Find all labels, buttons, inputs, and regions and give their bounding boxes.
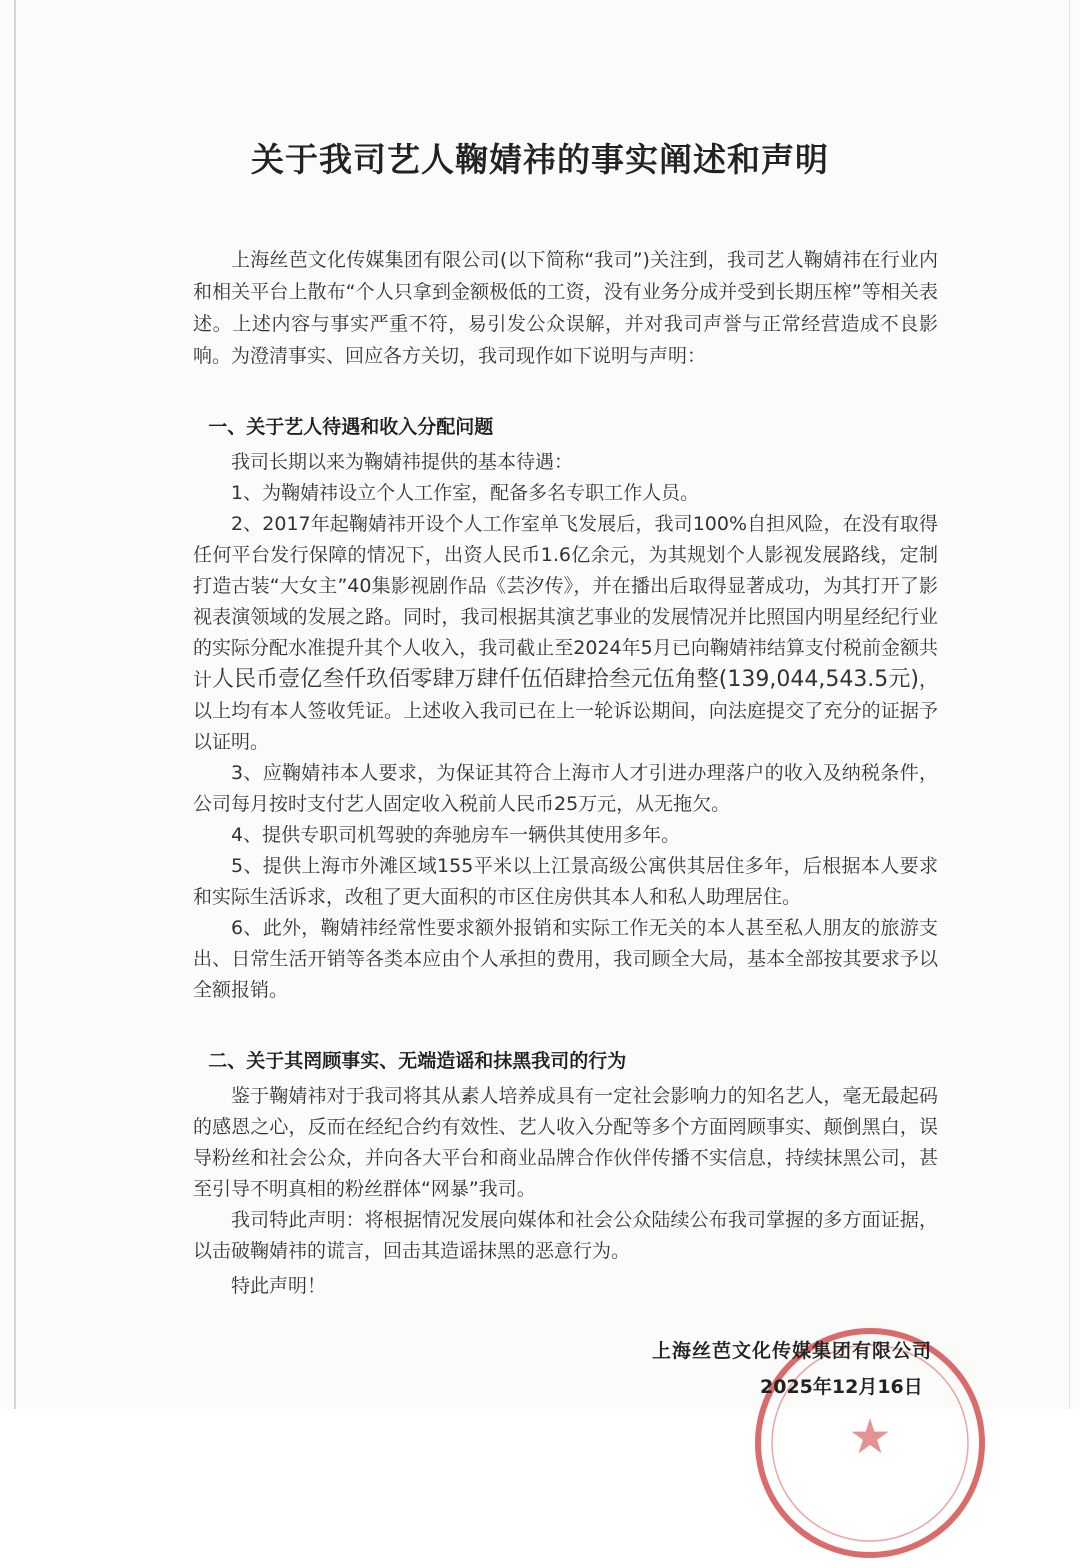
section1-lead: 我司长期以来为鞠婧祎提供的基本待遇：: [231, 451, 574, 473]
section1-item-6: 6、此外，鞠婧祎经常性要求额外报销和实际工作无关的本人甚至私人朋友的旅游支出、日常生活开销等各类本应由个人承担的费用，我司顾全大局，基本全部按其要求予以全额报销。: [193, 917, 938, 1001]
document-title: 关于我司艺人鞠婧祎的事实阐述和声明: [251, 140, 829, 179]
section1-item-2-part-a: 2、2017年起鞠婧祎开设个人工作室单飞发展后，我司100%自担风险，在没有取得任何平台发行保障的情况下，出资人民币1.6亿余元，为其规划个人影视发展路线，定制打造古装“大女主”40集影视剧作品《芸汐传》，并在播出后取得显著成功，为其打开了影视表演领域的发展之路。同时，我司根据其演艺事业的发展情况并比照国内明星经纪行业的实际分配水准提升其个人收入，我司截止至2024年5月已向鞠婧祎结算支付税前金额共计: [193, 513, 938, 691]
seal-ring: [758, 1331, 982, 1555]
section1-item-2-amount: 人民币壹亿叁仟玖佰零肆万肆仟伍佰肆拾叁元伍角整(139,044,543.5元): [212, 667, 919, 692]
section2-heading: 二、关于其罔顾事实、无端造谣和抹黑我司的行为: [208, 1050, 627, 1072]
page-edge-right: [1069, 0, 1070, 1409]
closing-text: 特此声明！: [231, 1275, 327, 1297]
intro-paragraph: 上海丝芭文化传媒集团有限公司(以下简称“我司”)关注到，我司艺人鞠婧祎在行业内和相关平台上散布“个人只拿到金额极低的工资，没有业务分成并受到长期压榨”等相关表述。上述内容与事实严重不符，易引发公众误解，并对我司声誉与正常经营造成不良影响。为澄清事实、回应各方关切，我司现作如下说明与声明：: [193, 249, 938, 367]
section1-item-2: [193, 509, 938, 758]
document-body: [193, 244, 938, 1302]
section1-item-5: 5、提供上海市外滩区域155平米以上江景高级公寓供其居住多年，后根据本人要求和实际生活诉求，改租了更大面积的市区住房供其本人和私人助理居住。: [193, 855, 938, 908]
section1-item-1: 1、为鞠婧祎设立个人工作室，配备多名专职工作人员。: [231, 482, 700, 504]
section2-paragraph-2: 我司特此声明：将根据情况发展向媒体和社会公众陆续公布我司掌握的多方面证据，以击破鞠婧祎的谎言，回击其造谣抹黑的恶意行为。: [193, 1209, 938, 1262]
seal-star: ★: [848, 1409, 892, 1465]
section1-item-2-part-b: ，以上均有本人签收凭证。上述收入我司已在上一轮诉讼期间，向法庭提交了充分的证据予以证明。: [193, 669, 938, 753]
section1-item-4: 4、提供专职司机驾驶的奔驰房车一辆供其使用多年。: [231, 824, 681, 846]
section2-paragraph-1: 鉴于鞠婧祎对于我司将其从素人培养成具有一定社会影响力的知名艺人，毫无最起码的感恩之心，反而在经纪合约有效性、艺人收入分配等多个方面罔顾事实、颠倒黑白，误导粉丝和社会公众，并向各大平台和商业品牌合作伙伴传播不实信息，持续抹黑公司，甚至引导不明真相的粉丝群体“网暴”我司。: [193, 1085, 938, 1200]
page-edge-left: [14, 0, 16, 1409]
signature-company: 上海丝芭文化传媒集团有限公司: [652, 1340, 933, 1362]
section1-item-3: 3、应鞠婧祎本人要求，为保证其符合上海市人才引进办理落户的收入及纳税条件，公司每月按时支付艺人固定收入税前人民币25万元，从无拖欠。: [193, 762, 938, 815]
section1-heading: 一、关于艺人待遇和收入分配问题: [208, 416, 494, 438]
signature-date: 2025年12月16日: [760, 1376, 923, 1398]
